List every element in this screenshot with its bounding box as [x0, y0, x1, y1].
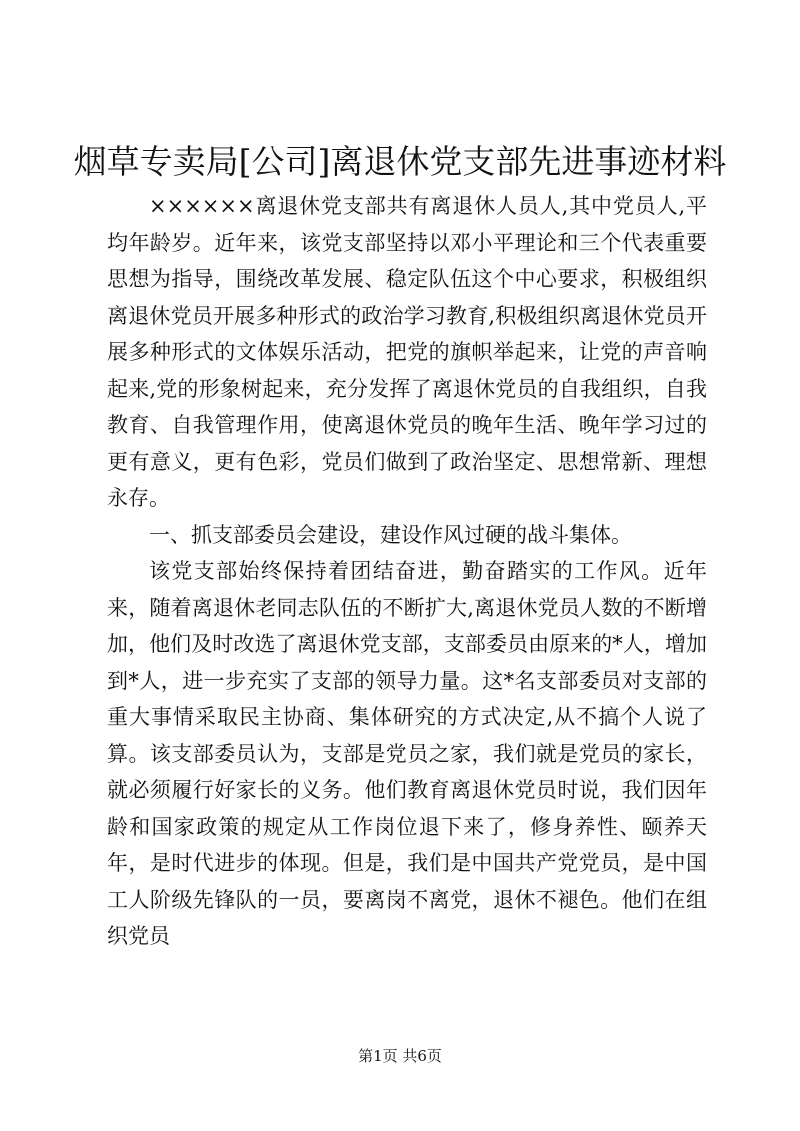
paragraph-section-heading: 一、抓支部委员会建设，建设作风过硬的战斗集体。 — [149, 522, 632, 547]
document-title: 烟草专卖局[公司]离退休党支部先进事迹材料 — [73, 142, 727, 181]
paragraph-section-body: 该党支部始终保持着团结奋进，勤奋踏实的工作风。近年来，随着离退休老同志队伍的不断扩大,离退休党员人数的不断增加，他们及时改选了离退休党支部，支部委员由原来的*人，增加到*人，进一步充实了支部的领导力量。这*名支部委员对支部的重大事情采取民主协商、集体研究的方式决定,从不搞个人说了算。该支部委员认为，支部是党员之家，我们就是党员的家长，就必须履行好家长的义务。他们教育离退休党员时说，我们因年龄和国家政策的规定从工作岗位退下来了，修身养性、颐养天年，是时代进步的体现。但是，我们是中国共产党党员，是中国工人阶级先锋队的一员，要离岗不离党，退休不褪色。他们在组织党员 — [107, 559, 707, 948]
document-body — [107, 188, 707, 955]
paragraph-intro: ××××××离退休党支部共有离退休人员人,其中党员人,平均年龄岁。近年来，该党支部坚持以邓小平理论和三个代表重要思想为指导，围绕改革发展、稳定队伍这个中心要求，积极组织离退休党员开展多种形式的政治学习教育,积极组织离退休党员开展多种形式的文体娱乐活动，把党的旗帜举起来，让党的声音响起来,党的形象树起来，充分发挥了离退休党员的自我组织，自我教育、自我管理作用，使离退休党员的晚年生活、晚年学习过的更有意义，更有色彩，党员们做到了政治坚定、思想常新、理想永存。 — [107, 194, 707, 510]
page-footer: 第1页 共6页 — [358, 1047, 442, 1065]
